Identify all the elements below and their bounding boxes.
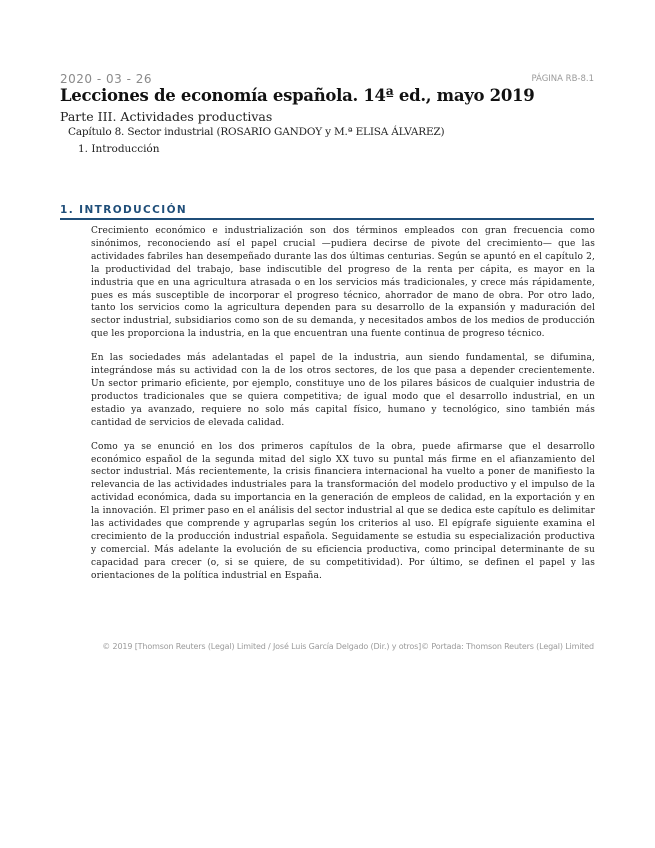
paragraph: Como ya se enunció en los dos primeros capítulos de la obra, puede afirmarse que el desarrollo económico español de la segunda mitad del siglo XX tuvo su puntal más firme en el afianzamiento del sector industrial. Más recientemente, la crisis financiera internacional ha vuelto a poner de manifiesto la relevancia de las actividades industriales para la transformación del modelo productivo y el impulso de la actividad económica, dada su importancia en la generación de empleos de calidad, en la exportación y en la innovación. El primer paso en el análisis del sector industrial al que se dedica este capítulo es delimitar las actividades que comprende y agruparlas según los criterios al uso. El epígrafe siguiente examina el crecimiento de la producción industrial española. Seguidamente se estudia su especialización productiva y comercial. Más adelante la evolución de su eficiencia productiva, como principal determinante de su capacidad para crecer (o, si se quiere, de su competitividad). Por último, se definen el papel y las orientaciones de la política industrial en España.: [91, 441, 595, 581]
section-heading: [60, 198, 594, 220]
part-breadcrumb[interactable]: Parte III. Actividades productivas: [60, 109, 273, 124]
paragraph: En las sociedades más adelantadas el papel de la industria, aun siendo fundamental, se difumina, integrándose más su actividad con la de los otros sectores, de los que pasa a depender crecientemente. Un sector primario eficiente, por ejemplo, constituye uno de los pilares básicos de cualquier industria de productos tradicionales que se quiera competitiva; de igual modo que el desarrollo industrial, en un estadio ya avanzado, requiere no solo más capital físico, humano y tecnológico, sino también más cantidad de servicios de elevada calidad.: [91, 353, 595, 428]
paragraph: Crecimiento económico e industrialización son dos términos empleados con gran frecuencia como sinónimos, reconociendo así el papel crucial —pudiera decirse de pivote del crecimiento— que las actividades fabriles han desempeñado durante las dos últimas centurias. Según se apuntó en el capítulo 2, la productividad del trabajo, base indiscutible del progreso de la renta per cápita, es mayor en la industria que en una agricultura atrasada o en los servicios más tradicionales, y crece más rápidamente, pues es más susceptible de incorporar el progreso técnico, ahorrador de mano de obra. Por otro lado, tanto los servicios como la agricultura dependen para su desarrollo de la expansión y maduración del sector industrial, subsidiarios como son de su demanda, y necesitados ambos de los medios de producción que les proporciona la industria, en la que encuentran una fuente continua de progreso técnico.: [91, 226, 595, 340]
page-reference: PÁGINA RB-8.1: [531, 74, 594, 84]
copyright-footer: © 2019 [Thomson Reuters (Legal) Limited / José Luis García Delgado (Dir.) y otros]© Portada: Thomson Reuters (Legal) Limited: [102, 642, 594, 651]
document-date: 2020 - 03 - 26: [60, 72, 152, 86]
section-breadcrumb[interactable]: 1. Introducción: [78, 143, 160, 155]
chapter-breadcrumb[interactable]: Capítulo 8. Sector industrial (ROSARIO GANDOY y M.ª ELISA ÁLVAREZ): [68, 126, 445, 138]
section-heading-text: 1. INTRODUCCIÓN: [60, 204, 188, 216]
book-title: Lecciones de economía española. 14ª ed., mayo 2019: [60, 86, 535, 105]
body-text: [91, 225, 595, 594]
